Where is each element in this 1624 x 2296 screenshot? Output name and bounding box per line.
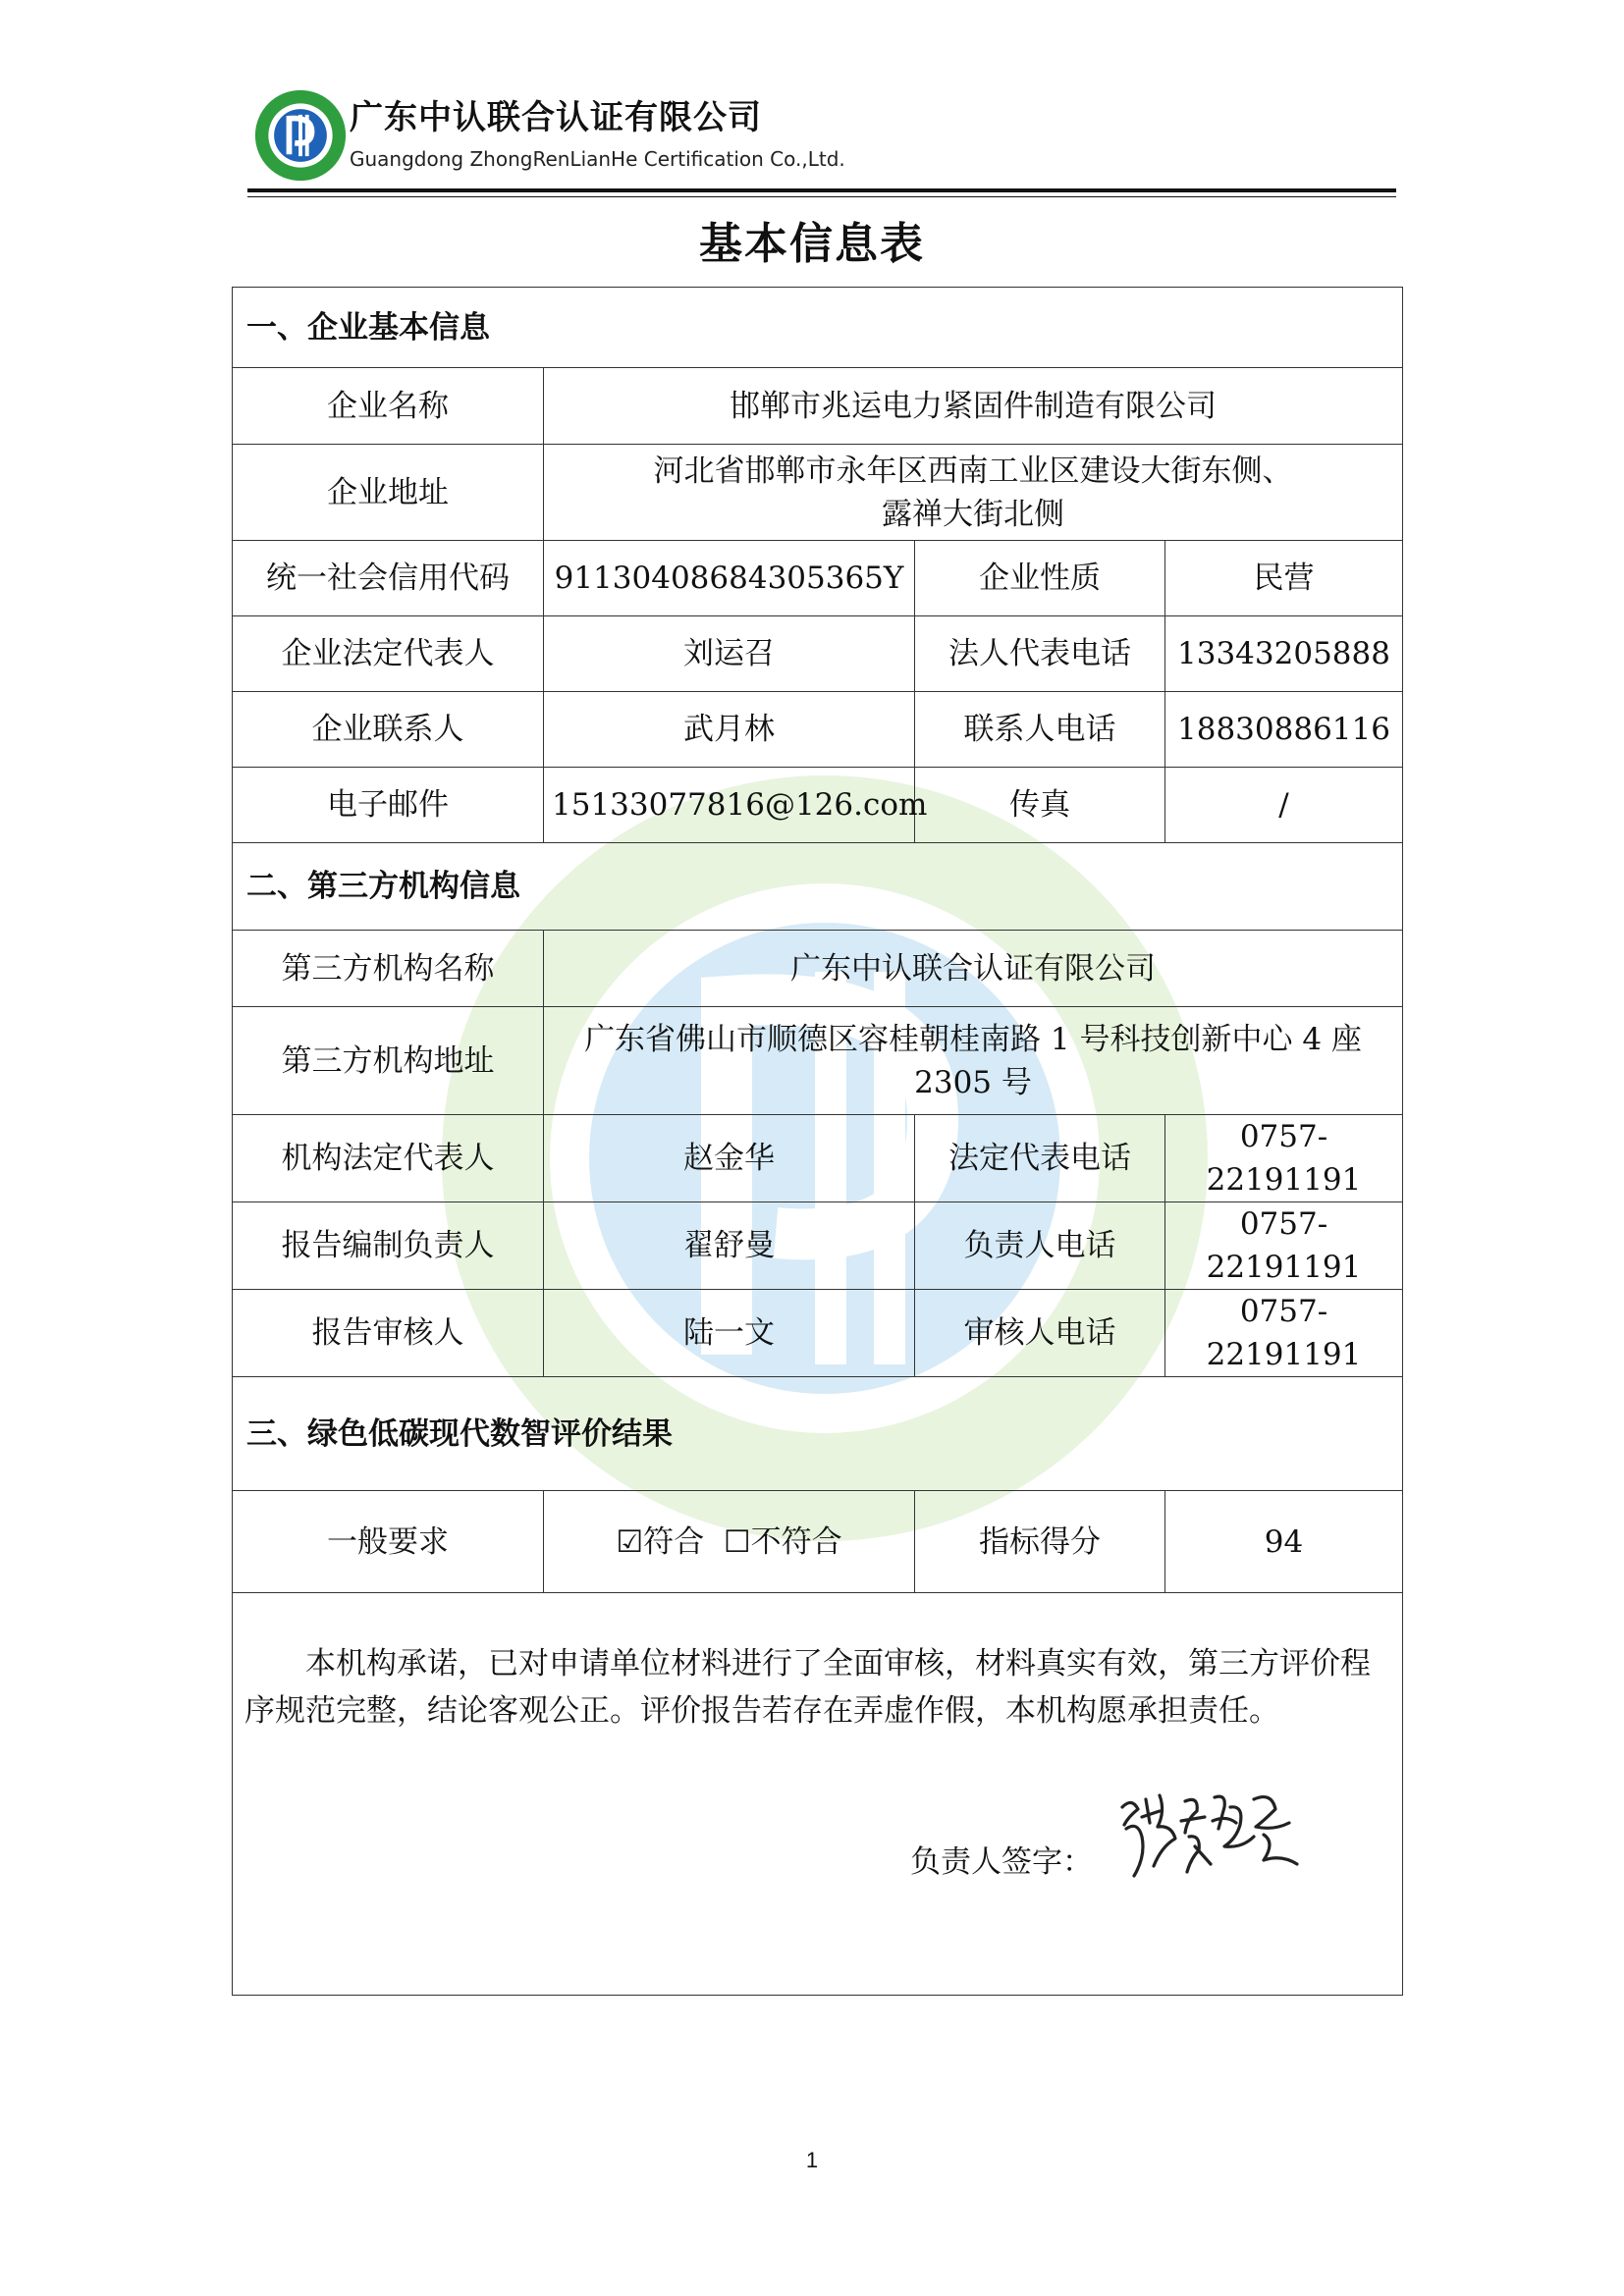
reviewer-label: 报告审核人 bbox=[233, 1290, 544, 1377]
org-name-value: 广东中认联合认证有限公司 bbox=[544, 931, 1403, 1007]
credit-code-value: 91130408684305365Y bbox=[544, 541, 915, 616]
letterhead bbox=[247, 86, 1396, 194]
header-rule-thick bbox=[247, 188, 1396, 192]
address-line-2: 露禅大街北侧 bbox=[882, 496, 1064, 532]
contact-phone-value: 18830886116 bbox=[1165, 692, 1403, 768]
org-address-line-2: 2305 号 bbox=[914, 1064, 1032, 1100]
report-owner-label: 报告编制负责人 bbox=[233, 1202, 544, 1290]
table-row bbox=[233, 1007, 1403, 1115]
general-requirement-label: 一般要求 bbox=[233, 1491, 544, 1593]
org-legal-phone-value: 0757-22191191 bbox=[1165, 1115, 1403, 1202]
header-rule-thin bbox=[247, 196, 1396, 197]
legal-rep-label: 企业法定代表人 bbox=[233, 616, 544, 692]
org-legal-value: 赵金华 bbox=[544, 1115, 915, 1202]
nonconform-label: 不符合 bbox=[750, 1523, 842, 1560]
legal-phone-value: 13343205888 bbox=[1165, 616, 1403, 692]
basic-info-table bbox=[232, 287, 1403, 1996]
owner-phone-label: 负责人电话 bbox=[915, 1202, 1165, 1290]
email-label: 电子邮件 bbox=[233, 768, 544, 843]
section-header-row bbox=[233, 288, 1403, 368]
legal-rep-value: 刘运召 bbox=[544, 616, 915, 692]
contact-label: 企业联系人 bbox=[233, 692, 544, 768]
org-legal-label: 机构法定代表人 bbox=[233, 1115, 544, 1202]
table-row bbox=[233, 692, 1403, 768]
conformity-options bbox=[544, 1491, 915, 1593]
section-header-row bbox=[233, 1377, 1403, 1491]
section-result-heading: 三、绿色低碳现代数智评价结果 bbox=[233, 1377, 1403, 1491]
contact-phone-label: 联系人电话 bbox=[915, 692, 1165, 768]
reviewer-phone-label: 审核人电话 bbox=[915, 1290, 1165, 1377]
report-owner-value: 翟舒曼 bbox=[544, 1202, 915, 1290]
table-row bbox=[233, 1202, 1403, 1290]
section-header-row bbox=[233, 843, 1403, 931]
handwritten-signature bbox=[1116, 1778, 1303, 1886]
enterprise-nature-value: 民营 bbox=[1165, 541, 1403, 616]
company-name-en: Guangdong ZhongRenLianHe Certification Co.,Ltd. bbox=[350, 147, 845, 171]
org-address-value bbox=[544, 1007, 1403, 1115]
table-row bbox=[233, 1491, 1403, 1593]
table-row bbox=[233, 445, 1403, 541]
enterprise-address-label: 企业地址 bbox=[233, 445, 544, 541]
certification-logo-icon bbox=[253, 88, 348, 183]
reviewer-phone-value: 0757-22191191 bbox=[1165, 1290, 1403, 1377]
reviewer-value: 陆一文 bbox=[544, 1290, 915, 1377]
legal-phone-label: 法人代表电话 bbox=[915, 616, 1165, 692]
enterprise-name-label: 企业名称 bbox=[233, 368, 544, 445]
table-row bbox=[233, 768, 1403, 843]
contact-value: 武月林 bbox=[544, 692, 915, 768]
unchecked-box-icon[interactable]: ☐ bbox=[723, 1523, 751, 1560]
score-value: 94 bbox=[1165, 1491, 1403, 1593]
table-row bbox=[233, 616, 1403, 692]
org-legal-phone-label: 法定代表电话 bbox=[915, 1115, 1165, 1202]
commitment-text: 本机构承诺，已对申请单位材料进行了全面审核，材料真实有效，第三方评价程序规范完整，结论客观公正。评价报告若存在弄虚作假，本机构愿承担责任。 bbox=[244, 1646, 1371, 1729]
table-row bbox=[233, 368, 1403, 445]
enterprise-address-value bbox=[544, 445, 1403, 541]
credit-code-label: 统一社会信用代码 bbox=[233, 541, 544, 616]
conform-label: 符合 bbox=[643, 1523, 705, 1560]
page-number: 1 bbox=[805, 2148, 819, 2172]
address-line-1: 河北省邯郸市永年区西南工业区建设大街东侧、 bbox=[653, 453, 1293, 489]
email-value: 15133077816@126.com bbox=[544, 768, 915, 843]
company-name-cn: 广东中认联合认证有限公司 bbox=[350, 98, 762, 137]
table-row bbox=[233, 1290, 1403, 1377]
org-address-label: 第三方机构地址 bbox=[233, 1007, 544, 1115]
commitment-cell bbox=[233, 1593, 1403, 1996]
owner-phone-value: 0757-22191191 bbox=[1165, 1202, 1403, 1290]
score-label: 指标得分 bbox=[915, 1491, 1165, 1593]
enterprise-nature-label: 企业性质 bbox=[915, 541, 1165, 616]
section-third-party-heading: 二、第三方机构信息 bbox=[233, 843, 1403, 931]
fax-value: / bbox=[1165, 768, 1403, 843]
commitment-row bbox=[233, 1593, 1403, 1996]
checked-box-icon[interactable]: ☑ bbox=[616, 1523, 644, 1560]
signature-label: 负责人签字： bbox=[910, 1844, 1093, 1880]
table-row bbox=[233, 541, 1403, 616]
fax-label: 传真 bbox=[915, 768, 1165, 843]
org-address-line-1: 广东省佛山市顺德区容桂朝桂南路 1 号科技创新中心 4 座 bbox=[584, 1021, 1362, 1057]
org-name-label: 第三方机构名称 bbox=[233, 931, 544, 1007]
section-enterprise-heading: 一、企业基本信息 bbox=[233, 288, 1403, 368]
table-row bbox=[233, 931, 1403, 1007]
table-row bbox=[233, 1115, 1403, 1202]
page-title: 基本信息表 bbox=[699, 219, 925, 269]
enterprise-name-value: 邯郸市兆运电力紧固件制造有限公司 bbox=[544, 368, 1403, 445]
